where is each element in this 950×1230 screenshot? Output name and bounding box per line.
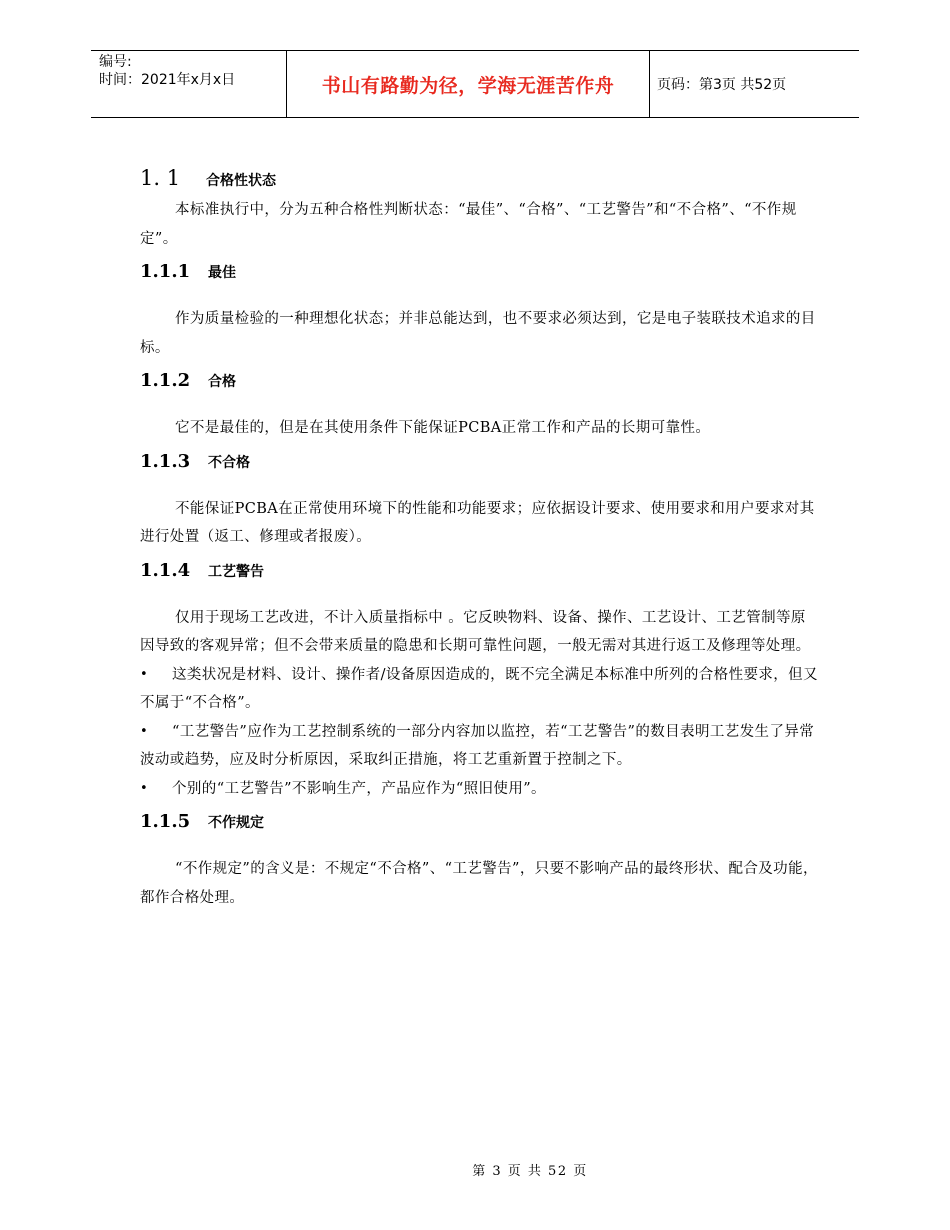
list-item-text: 个别的“工艺警告”不影响生产，产品应作为“照旧使用”。 xyxy=(172,780,546,797)
subsection-heading xyxy=(140,261,820,291)
header-divider xyxy=(649,51,650,117)
subsection-number: 1.1.5 xyxy=(140,811,191,832)
subsection-title: 合格 xyxy=(208,374,236,390)
page-header xyxy=(91,50,859,118)
list-item-text: 这类状况是材料、设计、操作者/设备原因造成的，既不完全满足本标准中所列的合格性要求，但又不属于“不合格”。 xyxy=(140,666,818,711)
subsection-number: 1.1.3 xyxy=(140,450,191,472)
document-number-label: 编号: xyxy=(99,54,132,70)
bullet-icon: • xyxy=(140,723,149,739)
section-title: 合格性状态 xyxy=(206,173,276,189)
list-item xyxy=(140,661,820,718)
bullet-icon: • xyxy=(140,666,149,682)
subsection-number: 1.1.4 xyxy=(140,559,191,581)
list-item xyxy=(140,718,820,775)
section-paragraph: 本标准执行中，分为五种合格性判断状态：“最佳”、“合格”、“工艺警告”和“不合格”、“不作规定”。 xyxy=(140,202,797,247)
header-page-number: 页码：第3页 共52页 xyxy=(657,77,787,93)
list-item-text: “工艺警告”应作为工艺控制系统的一部分内容加以监控，若“工艺警告”的数目表明工艺发生了异常波动或趋势，应及时分析原因，采取纠正措施，将工艺重新置于控制之下。 xyxy=(140,723,815,768)
subsection-heading xyxy=(140,811,820,841)
subsection-title: 工艺警告 xyxy=(208,563,264,580)
section-number: 1. 1 xyxy=(140,166,181,190)
bullet-list xyxy=(140,661,820,804)
subsection-heading xyxy=(140,451,820,481)
subsection-title: 不合格 xyxy=(208,454,250,471)
bullet-icon: • xyxy=(140,780,149,796)
header-meta xyxy=(99,53,289,89)
section-heading xyxy=(140,166,820,196)
subsection-paragraph: 它不是最佳的，但是在其使用条件下能保证PCBA正常工作和产品的长期可靠性。 xyxy=(175,420,711,436)
subsection-number: 1.1.2 xyxy=(140,370,191,391)
page-footer: 第 3 页 共 52 页 xyxy=(472,1164,588,1179)
header-motto: 书山有路勤为径，学海无涯苦作舟 xyxy=(321,74,615,97)
subsection-title: 最佳 xyxy=(208,265,236,281)
document-body xyxy=(140,166,820,912)
subsection-paragraph: 仅用于现场工艺改进，不计入质量指标中 。它反映物料、设备、操作、工艺设计、工艺管制等原因导致的客观异常；但不会带来质量的隐患和长期可靠性问题，一般无需对其进行返工及修理等处理。 xyxy=(140,609,811,654)
document-time-label: 时间：2021年x月x日 xyxy=(99,72,236,88)
subsection-number: 1.1.1 xyxy=(140,261,191,282)
subsection-paragraph: 不能保证PCBA在正常使用环境下的性能和功能要求；应依据设计要求、使用要求和用户要求对其进行处置（返工、修理或者报废）。 xyxy=(140,500,815,545)
subsection-paragraph: 作为质量检验的一种理想化状态；并非总能达到，也不要求必须达到，它是电子装联技术追求的目标。 xyxy=(140,311,816,356)
subsection-paragraph: “不作规定”的含义是：不规定“不合格”、“工艺警告”，只要不影响产品的最终形状、配合及功能，都作合格处理。 xyxy=(140,861,818,906)
subsection-heading xyxy=(140,370,820,400)
subsection-heading xyxy=(140,560,820,590)
list-item xyxy=(140,775,820,804)
subsection-title: 不作规定 xyxy=(208,815,264,831)
